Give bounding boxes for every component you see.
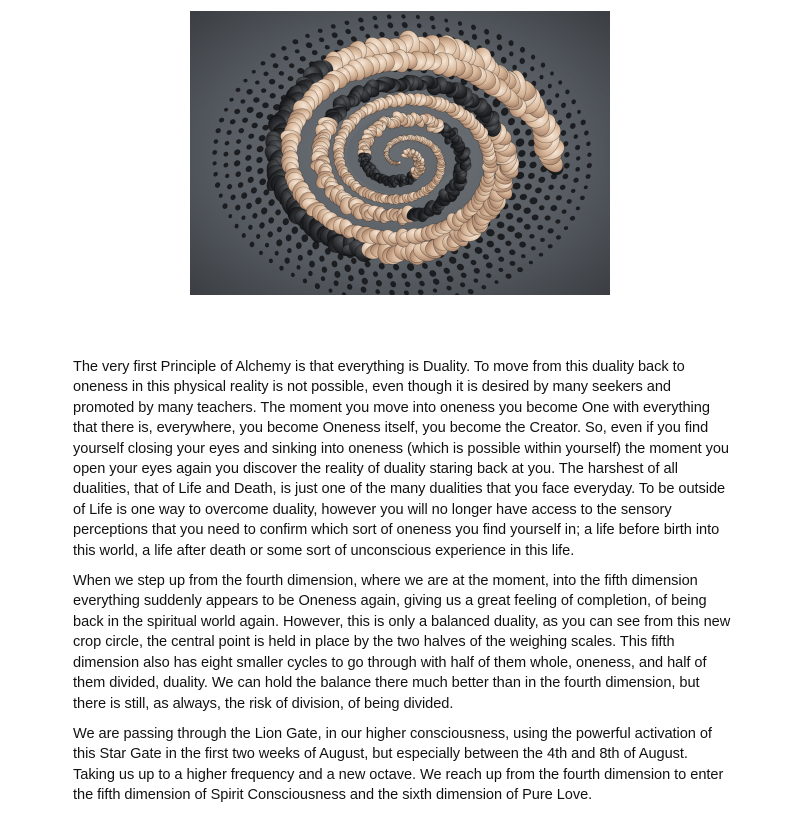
pebble-dark — [529, 234, 534, 238]
pebble-dark — [515, 232, 523, 238]
pebble-dark — [521, 254, 525, 258]
pebble-dark — [261, 61, 266, 65]
pebble-dark — [273, 63, 279, 68]
pebble-dark — [295, 49, 300, 53]
pebble-dark — [531, 214, 538, 220]
pebble-dark — [505, 240, 512, 246]
pebble-dark — [520, 47, 525, 53]
pebble-dark — [263, 72, 268, 76]
pebble-dark — [281, 46, 286, 51]
pebble-dark — [540, 238, 545, 242]
pebble-dark — [291, 273, 295, 278]
pebble-dark — [278, 85, 283, 90]
pebble-dark — [531, 55, 535, 60]
pebble-dark — [501, 57, 507, 64]
pebble-dark — [243, 79, 247, 83]
pebble-dark — [513, 203, 521, 210]
pebble-dark — [520, 58, 525, 64]
pebble-dark — [288, 76, 294, 81]
pebble-dark — [270, 93, 276, 98]
pebble-dark — [510, 261, 516, 266]
paragraph-lion-gate: We are passing through the Lion Gate, in our higher consciousness, using the powerful activation of this Star Gate in the first two weeks of August, but especially between the 4th and 8th of August. Taking us up to a higher frequency and a new octave. We reach up from the fourth dimension to enter the fifth dimension of Spirit Consciousness and the sixth dimension of Pure Love. — [73, 725, 724, 804]
pebble-dark — [276, 239, 282, 246]
pebble-dark — [275, 251, 279, 256]
pebble-dark — [279, 266, 283, 271]
pebble-dark — [507, 225, 515, 232]
pebble-dark — [285, 257, 290, 263]
pebble-dark — [298, 255, 303, 261]
pebble-dark — [283, 56, 288, 61]
article-body — [73, 357, 733, 816]
pebble-dark — [523, 207, 531, 214]
pebble-dark — [289, 63, 295, 68]
pebble-dark — [255, 80, 260, 84]
pebble-dark — [296, 265, 300, 270]
pebble-dark — [261, 88, 266, 93]
pebble-dark — [541, 63, 545, 68]
pebble-dark — [309, 261, 315, 268]
pebble-dark — [509, 51, 513, 56]
pebble-dark — [517, 217, 523, 222]
pebble-dark — [262, 102, 269, 108]
pebble-dark — [319, 256, 325, 262]
pebble-dark — [531, 246, 535, 250]
pebble-dark — [519, 242, 526, 248]
paragraph-fifth-dimension: When we step up from the fourth dimension, where we are at the moment, into the fifth dimension everything suddenly appears to be Oneness again, giving us a great feeling of completion, of being back in the spiritual world again. However, this is only a balanced duality, as you can see from this new crop circle, the central point is held in place by the two halves of the weighing scales. This fifth dimension also has eight smaller cycles to go through with half of them whole, oneness, and half of them divided, duality. We can hold the balance there much better than in the fourth dimension, but there is still, as always, the risk of division, of being divided. — [73, 573, 731, 712]
pebble-dark — [550, 71, 554, 75]
pebble-dark — [524, 224, 531, 230]
pebble-dark — [265, 243, 269, 248]
pebble-dark — [287, 248, 291, 253]
pebble-dark — [530, 66, 534, 71]
pebble-dark — [279, 71, 284, 75]
pebble-dark — [512, 65, 516, 70]
pebble-dark — [252, 70, 256, 74]
stone-spiral-icon — [190, 11, 610, 295]
pebble-dark — [539, 75, 543, 80]
pebble-dark — [296, 242, 302, 249]
pebble-dark — [269, 259, 273, 263]
paragraph-duality: The very first Principle of Alchemy is that everything is Duality. To move from this duality back to oneness in this physical reality is not possible, even though it is desired by many seekers and promoted by many teachers. The moment you move into oneness you become One with everything that there is, everywhere, you become Oneness itself, you become the Creator. So, even if you find yourself closing your eyes and sinking into oneness (which is possible within yourself) the moment you open your eyes again you discover the reality of duality staring back at you. The harshest of all dualities, that of Life and Death, is just one of the many dualities that you face everyday. To be outside of Life is one way to overcome duality, however you will no longer have access to the sensory perceptions that you need to confirm which sort of oneness you find yourself in; a life before birth into this world, a life after death or some sort of unconscious experience in this life. — [73, 359, 730, 559]
pebble-dark — [256, 234, 261, 239]
pebble-dark — [537, 225, 543, 230]
pebble-dark — [506, 213, 514, 220]
pebble-dark — [249, 242, 254, 248]
pebble-dark — [517, 267, 523, 272]
pebble-dark — [307, 250, 312, 256]
pebble-dark — [529, 261, 533, 264]
pebble-dark — [271, 53, 276, 57]
pebble-dark — [509, 249, 516, 255]
pebble-dark — [269, 79, 275, 84]
pebble-dark — [539, 253, 543, 257]
pebble-dark — [497, 44, 503, 51]
pebble-dark — [548, 244, 553, 248]
pebble-dark — [259, 251, 263, 255]
spiral-stone-photo — [190, 11, 610, 295]
